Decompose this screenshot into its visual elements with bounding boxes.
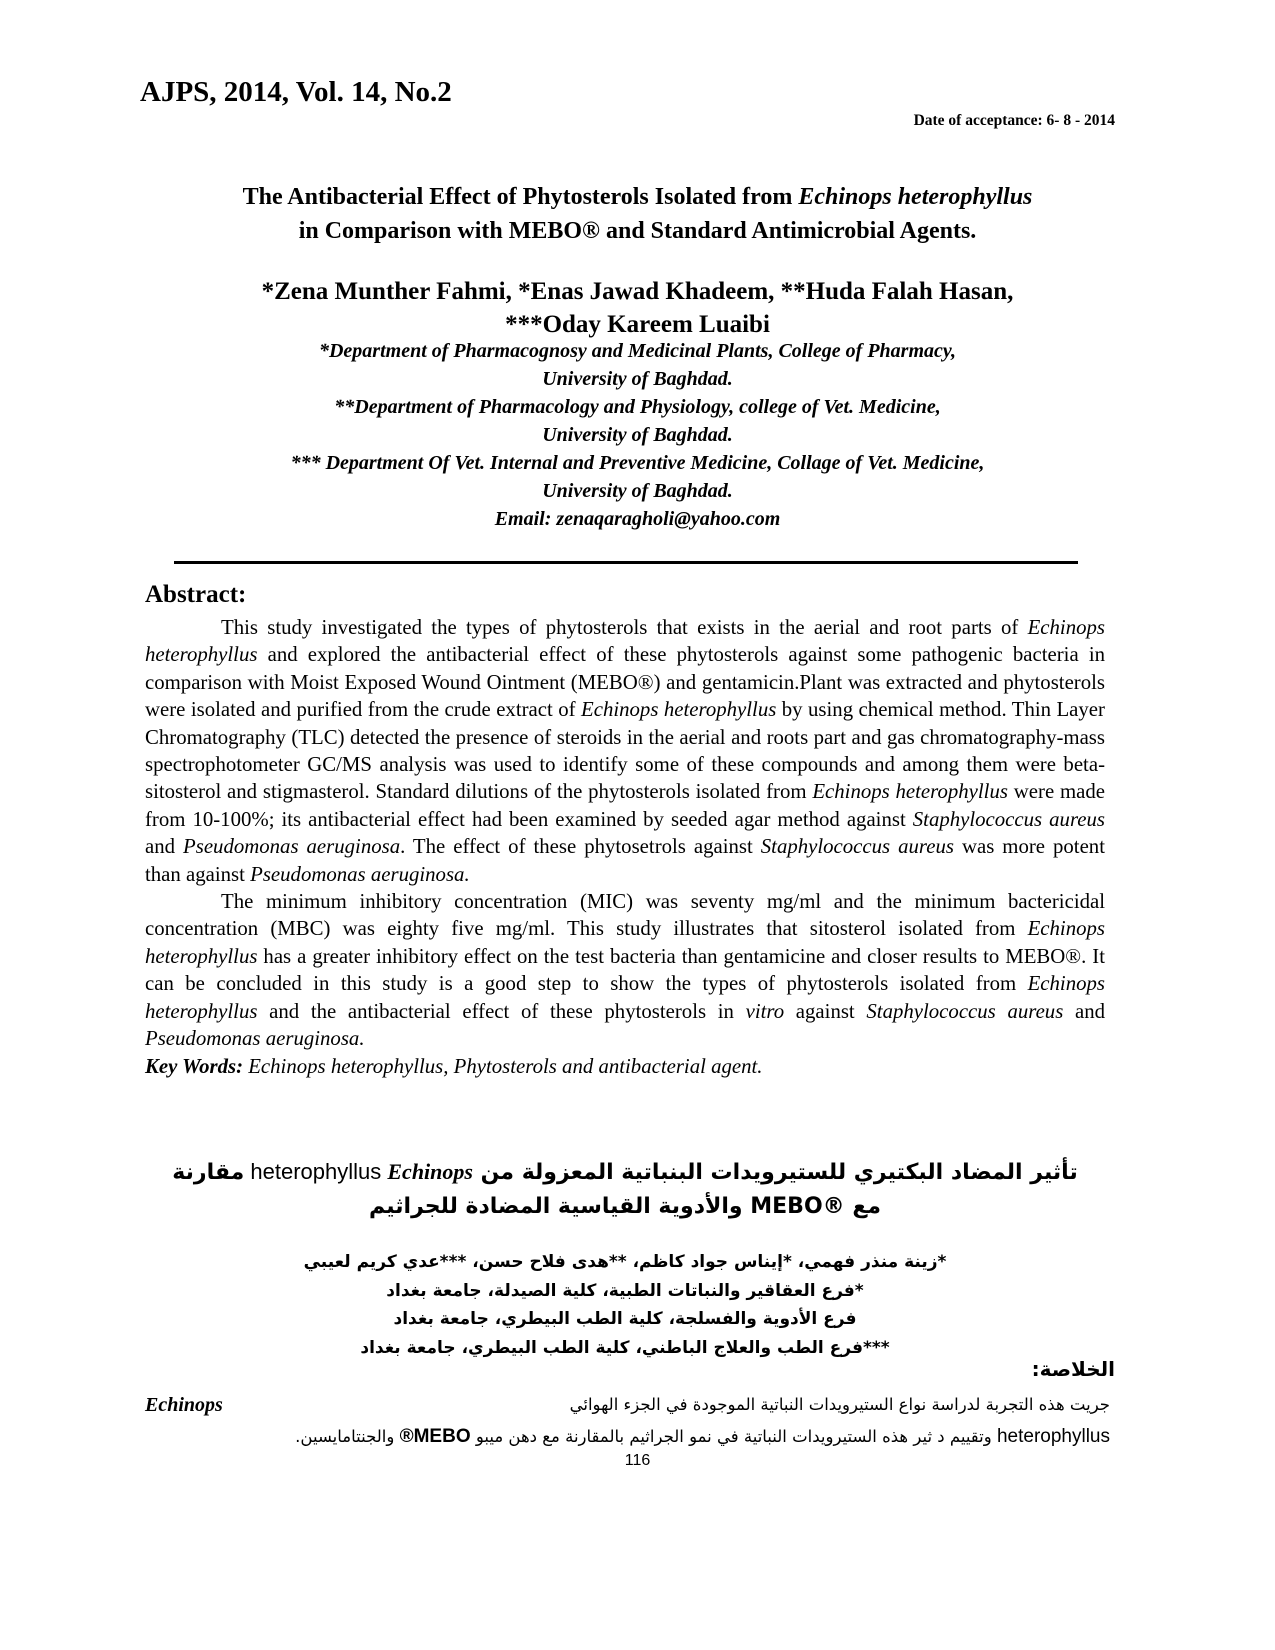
species-name: Pseudomonas aeruginosa (183, 835, 401, 859)
species-name: Staphylococcus aureus (866, 999, 1064, 1023)
arabic-summary-heading: الخلاصة: (1031, 1357, 1115, 1381)
acceptance-date: Date of acceptance: 6- 8 - 2014 (913, 112, 1115, 129)
abstract-text: and the antibacterial effect of these phytosterols in (257, 999, 746, 1023)
species-genus: Echinops (387, 1159, 473, 1184)
abstract-heading: Abstract: (145, 581, 247, 608)
authors-line-2: ***Oday Kareem Luaibi (505, 311, 770, 338)
abstract-paragraph-2 (145, 888, 1105, 1052)
species-name: vitro (745, 999, 785, 1023)
affiliation-line: University of Baghdad. (542, 368, 733, 390)
abstract-text: and (145, 835, 184, 859)
abstract-text: This study investigated the types of phytosterols that exists in the aerial and root parts of (221, 616, 1028, 639)
author-email[interactable]: Email: zenaqaragholi@yahoo.com (494, 508, 781, 530)
keywords (145, 1053, 1105, 1080)
arabic-text: والجنتامايسين. (295, 1427, 400, 1446)
abstract-text: and explored the antibacterial effect of these phytosterols against some pathogenic bacteria in comparison with Moist Exposed Wound Ointment (MEBO®) and gentamicin.Plant was extracted and phytosterols were isolated and purified from the crude extract of (145, 643, 1105, 722)
species-name: Pseudomonas aeruginosa. (145, 1027, 365, 1051)
species-name: Staphylococcus aureus (760, 835, 954, 859)
affiliation-line: University of Baghdad. (542, 424, 733, 446)
affiliation-line: University of Baghdad. (542, 480, 733, 502)
abstract-body (145, 614, 1105, 1080)
species-epithet: heterophyllus (996, 1426, 1110, 1447)
species-genus: Echinops (145, 1394, 223, 1416)
species-name: Echinops heterophyllus (145, 917, 1105, 968)
abstract-text: The minimum inhibitory concentration (MIC) was seventy mg/ml and the minimum bactericidal concentration (MBC) was eighty five mg/ml. This study illustrates that sitosterol isolated from (145, 890, 1105, 941)
page-number: 116 (624, 1452, 651, 1469)
abstract-text: . The effect of these phytosetrols against (400, 835, 761, 859)
keywords-text: Echinops heterophyllus, Phytosterols and antibacterial agent. (243, 1054, 763, 1078)
title-text: The Antibacterial Effect of Phytosterols Isolated from (242, 184, 799, 210)
section-divider (174, 561, 1078, 564)
arabic-summary-line-2 (145, 1421, 1110, 1453)
arabic-affiliation: *فرع العقاقير والنباتات الطبية، كلية الصيدلة، جامعة بغداد (386, 1280, 864, 1301)
arabic-authors: *زينة منذر فهمي، *إيناس جواد كاظم، **هدى فلاح حسن، ***عدي كريم لعيبي (303, 1252, 947, 1272)
title-line-1 (130, 180, 1145, 214)
mebo-label: ®MEBO (399, 1426, 471, 1447)
arabic-text: جريت هذه التجربة لدراسة نواع الستيرويدات النباتية الموجودة في الجزء الهوائي (569, 1395, 1110, 1414)
species-name: Echinops heterophyllus (145, 972, 1105, 1023)
affiliations (130, 337, 1145, 533)
arabic-summary-line-1 (145, 1389, 1110, 1421)
keywords-label: Key Words: (145, 1054, 244, 1078)
arabic-text: مقارنة (172, 1160, 245, 1185)
species-name: Echinops heterophyllus (581, 698, 777, 722)
title-line-2: in Comparison with MEBO® and Standard Antimicrobial Agents. (298, 218, 977, 244)
abstract-text: and (1063, 999, 1106, 1023)
journal-citation: AJPS, 2014, Vol. 14, No.2 (140, 76, 452, 108)
abstract-text: has a greater inhibitory effect on the test bacteria than gentamicine and closer results to MEBO®. It can be concluded in this study is a good step to show the types of phytosterols isolated from (145, 944, 1105, 996)
species-name: Echinops heterophyllus (145, 616, 1105, 667)
title-species: Echinops heterophyllus (798, 184, 1033, 210)
arabic-title-line-2: مع ®MEBO والأدوية القياسية المضادة للجراثيم (369, 1194, 881, 1219)
abstract-text: were made from 10-100%; its antibacterial effect had been examined by seeded agar method against (145, 780, 1105, 831)
arabic-affiliation: ***فرع الطب والعلاج الباطني، كلية الطب البيطري، جامعة بغداد (360, 1337, 890, 1358)
species-name: Staphylococcus aureus (912, 807, 1105, 831)
species-name: Pseudomonas aeruginosa. (250, 862, 470, 886)
authors-line-1: *Zena Munther Fahmi, *Enas Jawad Khadeem, **Huda Falah Hasan, (261, 278, 1014, 305)
arabic-affiliation: فرع الأدوية والفسلجة، كلية الطب البيطري، جامعة بغداد (393, 1309, 857, 1329)
paper-title (130, 180, 1145, 248)
author-list (130, 275, 1145, 341)
arabic-text: تأثير المضاد البكتيري للستيرويدات البنباتية المعزولة من (472, 1160, 1078, 1185)
abstract-text: was more potent than against (145, 835, 1105, 886)
arabic-authors-block (140, 1248, 1110, 1362)
arabic-text: وتقييم د ثير هذه الستيرويدات النباتية في نمو الجراثيم بالمقارنة مع دهن ميبو (470, 1427, 997, 1446)
species-name: Echinops heterophyllus (812, 780, 1008, 804)
abstract-text: by using chemical method. Thin Layer Chromatography (TLC) detected the presence of steroids in the aerial and roots part and gas chromatography-mass spectrophotometer GC/MS analysis was used to identify some of these compounds and among them were beta-sitosterol and stigmasterol. Standard dilutions of the phytosterols isolated from (145, 698, 1105, 804)
affiliation-line: *** Department Of Vet. Internal and Preventive Medicine, Collage of Vet. Medicine, (290, 452, 985, 474)
arabic-title-line-1 (140, 1155, 1110, 1190)
abstract-paragraph-1 (145, 614, 1105, 888)
species-epithet: heterophyllus (244, 1159, 388, 1184)
affiliation-line: **Department of Pharmacology and Physiology, college of Vet. Medicine, (334, 396, 941, 418)
abstract-text: against (784, 999, 867, 1023)
affiliation-line: *Department of Pharmacognosy and Medicinal Plants, College of Pharmacy, (318, 340, 957, 362)
arabic-summary-body (145, 1389, 1110, 1453)
arabic-title (140, 1155, 1110, 1224)
